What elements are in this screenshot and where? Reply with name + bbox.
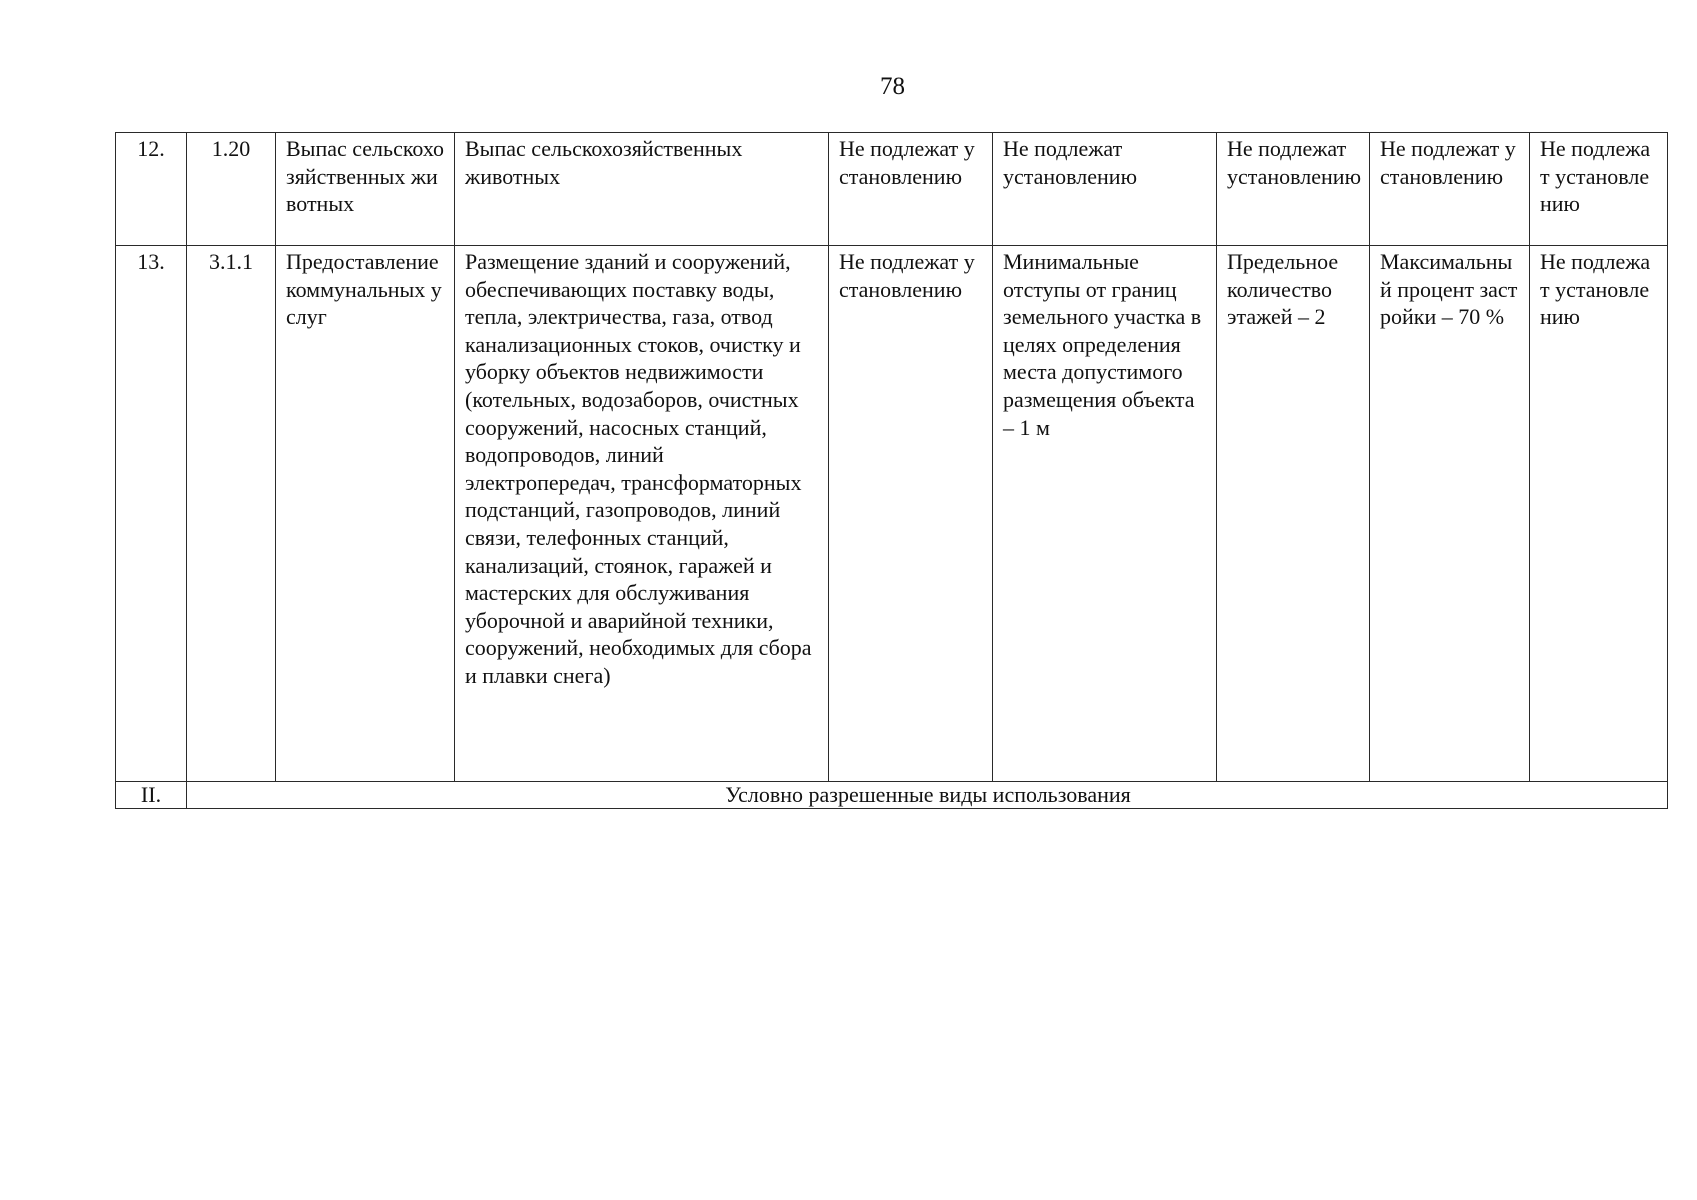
table-row: [116, 246, 1668, 782]
use-description: Размещение зданий и сооружений, обеспечивающих поставку воды, тепла, электричества, газа, отвод канализационных стоков, очистку и уборку объектов недвижимости (котельных, водозаборов, очистных сооружений, насосных станций, водопроводов, линий электропередач, трансформаторных подстанций, газопроводов, линий связи, телефонных станций, канализаций, стоянок, гаражей и мастерских для обслуживания уборочной и аварийной техники, сооружений, необходимых для сбора и плавки снега): [455, 246, 829, 782]
use-code: 3.1.1: [187, 246, 276, 782]
section-number: II.: [116, 782, 187, 809]
page-number: 78: [880, 73, 905, 100]
parameter-cell: Не подлежат установлению: [829, 246, 993, 782]
section-row: [116, 782, 1668, 809]
parameter-cell: Предельное количество этажей – 2: [1217, 246, 1370, 782]
parameter-cell: Не подлежат установлению: [1530, 133, 1668, 246]
row-number: 12.: [116, 133, 187, 246]
parameter-cell: Не подлежат установлению: [1530, 246, 1668, 782]
land-use-table: [115, 132, 1668, 809]
parameter-cell: Не подлежат установлению: [1370, 133, 1530, 246]
row-number: 13.: [116, 246, 187, 782]
parameter-cell: Не подлежат установлению: [829, 133, 993, 246]
parameter-cell: Не подлежат установлению: [993, 133, 1217, 246]
parameter-cell: Не подлежат установлению: [1217, 133, 1370, 246]
use-description: Выпас сельскохозяйственных животных: [455, 133, 829, 246]
use-name: Выпас сельскохозяйственных животных: [276, 133, 455, 246]
parameter-cell: Максимальный процент застройки – 70 %: [1370, 246, 1530, 782]
use-code: 1.20: [187, 133, 276, 246]
use-name: Предоставление коммунальных услуг: [276, 246, 455, 782]
table-row: [116, 133, 1668, 246]
parameter-cell: Минимальные отступы от границ земельного участка в целях определения места допустимого размещения объекта – 1 м: [993, 246, 1217, 782]
section-title: Условно разрешенные виды использования: [187, 782, 1668, 809]
